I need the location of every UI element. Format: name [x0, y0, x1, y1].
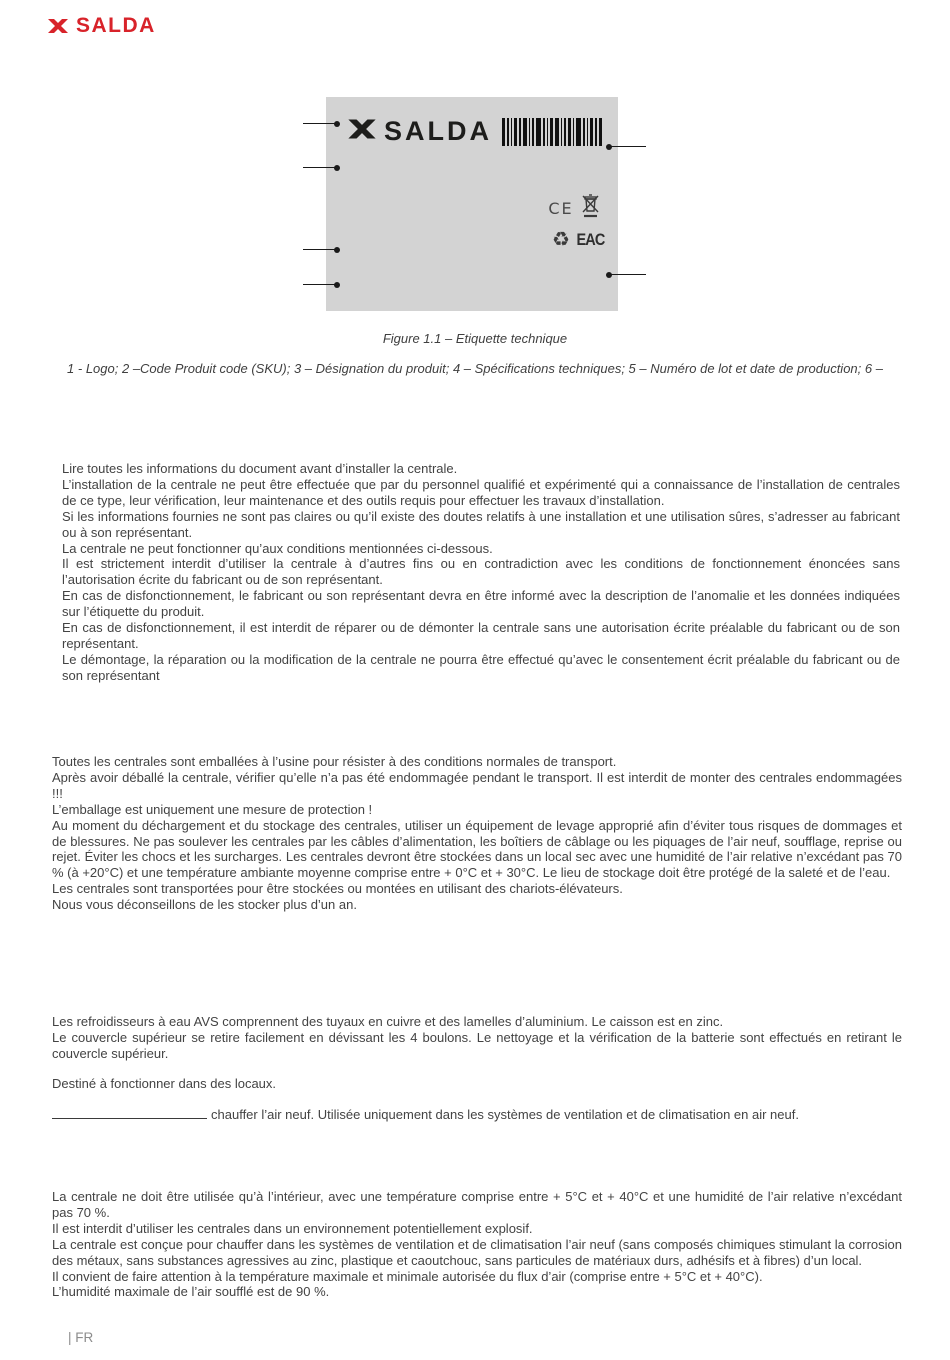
label-salda-logo: [347, 116, 492, 147]
paragraph: L’emballage est uniquement une mesure de protection !: [52, 801, 373, 817]
paragraph: Lire toutes les informations du document avant d’installer la centrale.: [62, 461, 458, 476]
paragraph: La centrale ne peut fonctionner qu’aux conditions mentionnées ci-dessous.: [62, 540, 493, 556]
callout-dot: [334, 121, 340, 127]
safety-paragraphs: [62, 461, 900, 684]
transport-paragraphs: [52, 754, 902, 913]
paragraph: Après avoir déballé la centrale, vérifier qu’elle n’a pas été endommagée pendant le transport. Il est interdit de monter des centrales endommagées !!!: [52, 769, 902, 801]
callout-line-2: [303, 167, 337, 168]
paragraph: En cas de disfonctionnement, le fabricant ou son représentant devra en être informé avec la description de l’anomalie et les données indiquées sur l’étiquette du produit.: [62, 588, 900, 620]
weee-bin-icon: [581, 193, 600, 224]
indoor-note: Destiné à fonctionner dans des locaux.: [52, 1076, 277, 1091]
callout-line-5: [609, 146, 646, 147]
paragraph: L’humidité maximale de l’air soufflé est de 90 %.: [52, 1284, 330, 1300]
callout-line-6: [609, 274, 646, 275]
paragraph: Toutes les centrales sont emballées à l’usine pour résister à des conditions normales de transport.: [52, 754, 617, 769]
etiquette-label: [326, 97, 618, 311]
salda-brand-logo: [47, 14, 156, 38]
paragraph: Il est strictement interdit d’utiliser la centrale à d’autres fins ou en contradiction avec les conditions de fonctionnement énoncées sans l’autorisation écrite du fabricant ou de son représentant.: [62, 556, 900, 588]
salda-logo-icon: [47, 17, 69, 35]
figure-caption: Figure 1.1 – Etiquette technique: [382, 331, 568, 346]
paragraph: Le couvercle supérieur se retire facilement en dévissant les 4 boulons. Le nettoyage et la vérification de la batterie sont effectués en retirant le couvercle supérieur.: [52, 1029, 902, 1061]
ce-mark-icon: CE: [548, 199, 574, 218]
paragraph: Si les informations fournies ne sont pas claires ou qu’il existe des doutes relatifs à une installation et une utilisation sûres, s’adresser au fabricant ou à son représentant.: [62, 508, 900, 540]
callout-dot: [334, 282, 340, 288]
recycle-icon: ♻: [552, 228, 570, 251]
label-brand-text: SALDA: [384, 116, 492, 146]
brand-text: SALDA: [76, 14, 156, 37]
paragraph: La centrale ne doit être utilisée qu’à l’intérieur, avec une température comprise entre + 5°C et + 40°C et une humidité de l’air relative n’excédant pas 70 %.: [52, 1189, 902, 1220]
callout-dot: [606, 272, 612, 278]
paragraph: Les refroidisseurs à eau AVS comprennent des tuyaux en cuivre et des lamelles d’aluminium. Le caisson est en zinc.: [52, 1014, 724, 1029]
certification-symbols: [548, 193, 602, 255]
blank-line-text: chauffer l’air neuf. Utilisée uniquement dans les systèmes de ventilation et de climatisation en air neuf.: [211, 1107, 799, 1122]
barcode-icon: [502, 118, 602, 151]
paragraph: La centrale est conçue pour chauffer dans les systèmes de ventilation et de climatisation l’air neuf (sans composés chimiques stimulant la corrosion des métaux, sans substances agressives au zinc, plastique et caoutchouc, sans particules de matériaux durs, adhésifs et à fibres) d’un local.: [52, 1236, 902, 1268]
callout-line-3: [303, 249, 337, 250]
figure-legend: 1 - Logo; 2 –Code Produit code (SKU); 3 – Désignation du produit; 4 – Spécifications techniques; 5 – Numéro de lot et date de production; 6 –: [67, 361, 883, 376]
page-footer-language: | FR: [68, 1330, 94, 1345]
blank-underline: [52, 1106, 207, 1119]
salda-logo-icon: [347, 116, 377, 147]
paragraph: Le démontage, la réparation ou la modification de la centrale ne pourra être effectué qu’avec le consentement écrit préalable du fabricant ou de son représentant: [62, 651, 900, 683]
callout-dot: [334, 247, 340, 253]
callout-line-4: [303, 284, 337, 285]
eac-mark-icon: EAC: [576, 229, 604, 249]
blank-fill-line: [52, 1106, 902, 1123]
callout-line-1: [303, 123, 337, 124]
operating-paragraphs: [52, 1189, 902, 1300]
paragraph: Au moment du déchargement et du stockage des centrales, utiliser un équipement de levage approprié afin d’éviter tous risques de dommages et de blessures. Ne pas soulever les centrales par les câbles d’alimentation, les boîtiers de câblage ou les piquages de l’air neuf, soufflage, reprise ou rejet. Éviter les chocs et les surcharges. Les centrales devront être stockées dans un local sec avec une humidité de l’air relative n’excédant pas 70 % (à +20°C) et une température ambiante moyenne comprise entre + 0°C et + 30°C. Le lieu de stockage doit être protégé de la saleté et de l’eau.: [52, 817, 902, 881]
callout-dot: [606, 144, 612, 150]
paragraph: Nous vous déconseillons de les stocker plus d’un an.: [52, 897, 357, 913]
paragraph: L’installation de la centrale ne peut être effectuée que par du personnel qualifié et expérimenté qui a connaissance de l’installation de centrales de ce type, leur vérification, leur maintenance et des outils requis pour effectuer les travaux d’installation.: [62, 476, 900, 508]
callout-dot: [334, 165, 340, 171]
description-paragraphs: [52, 1014, 902, 1062]
paragraph: Les centrales sont transportées pour être stockées ou montées en utilisant des chariots-élévateurs.: [52, 881, 623, 897]
paragraph: Il convient de faire attention à la température maximale et minimale autorisée du flux d’air (comprise entre + 5°C et + 40°C).: [52, 1268, 763, 1284]
paragraph: Il est interdit d’utiliser les centrales dans un environnement potentiellement explosif.: [52, 1220, 533, 1236]
paragraph: En cas de disfonctionnement, il est interdit de réparer ou de démonter la centrale sans une autorisation écrite préalable du fabricant ou de son représentant.: [62, 620, 900, 651]
